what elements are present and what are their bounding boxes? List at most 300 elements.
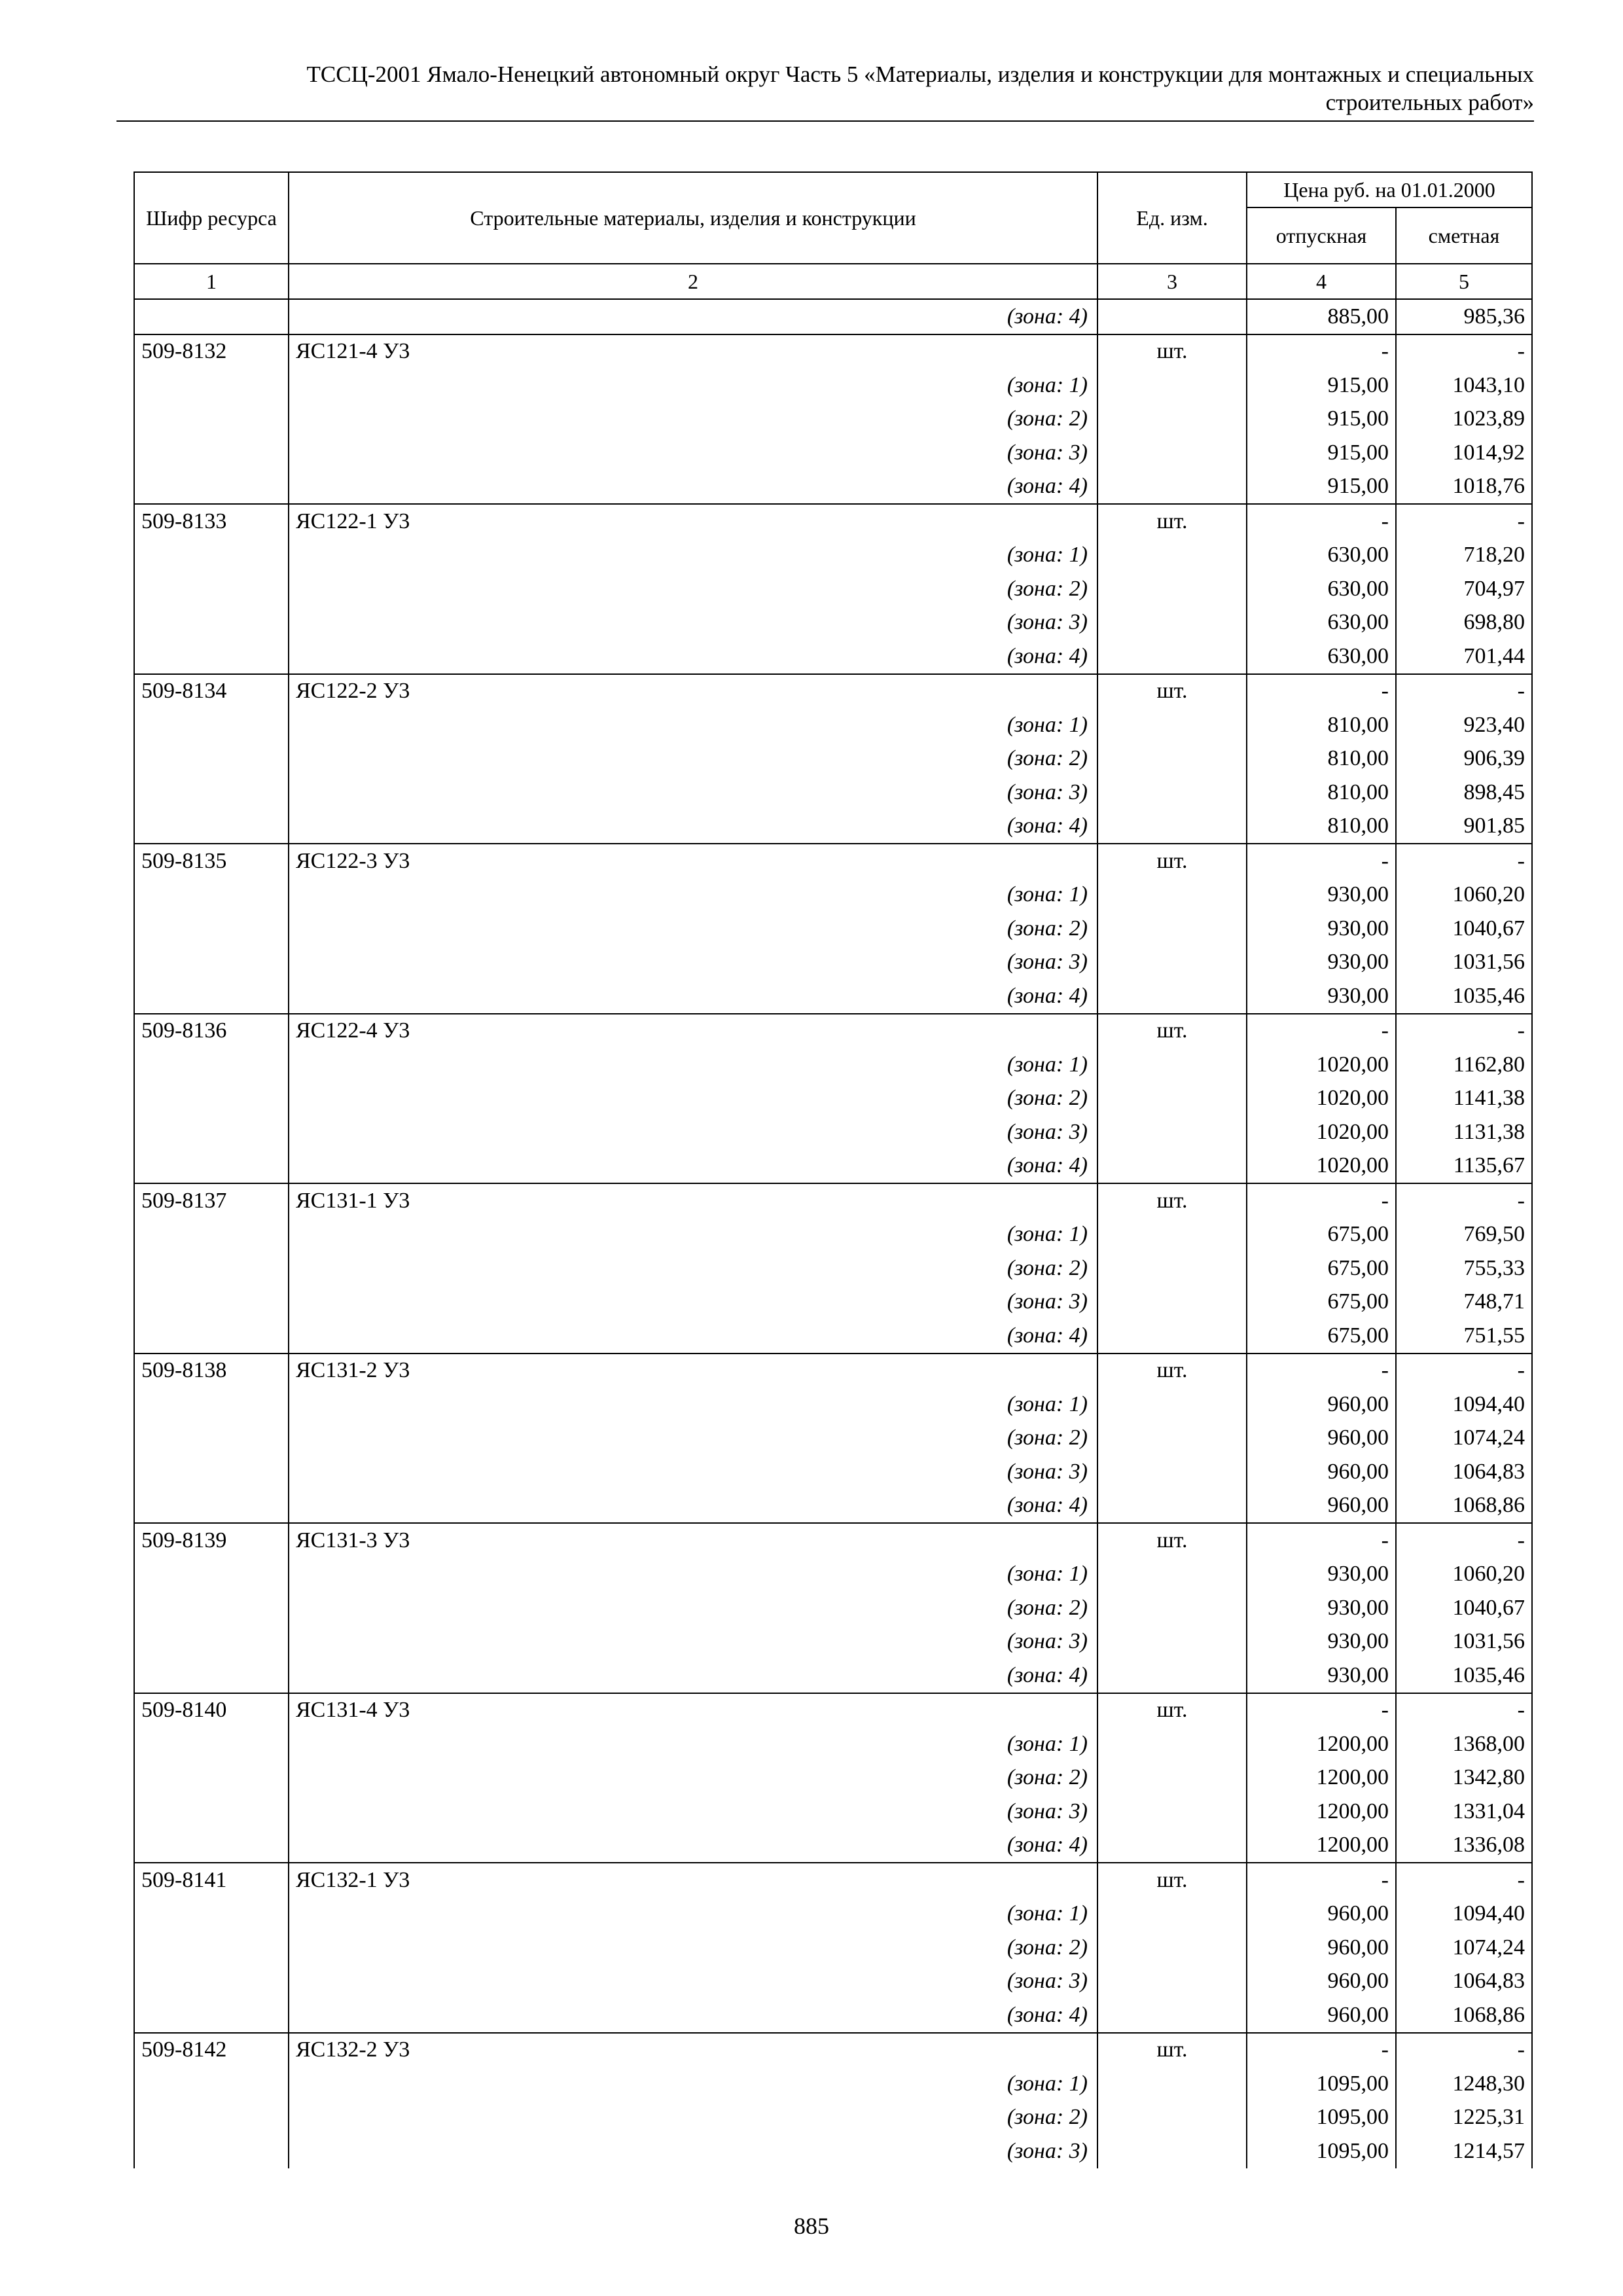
cell-estimate-price: 1141,38 — [1396, 1082, 1532, 1116]
cell-code — [134, 1489, 289, 1524]
cell-code — [134, 1998, 289, 2033]
cell-name: (зона: 2) — [289, 403, 1097, 437]
cell-estimate-price: 1040,67 — [1396, 1591, 1532, 1625]
cell-unit — [1097, 1455, 1247, 1489]
cell-unit — [1097, 1558, 1247, 1592]
cell-unit — [1097, 572, 1247, 606]
cell-unit — [1097, 1149, 1247, 1184]
cell-release-price: 1095,00 — [1247, 2067, 1396, 2101]
cell-estimate-price: 1135,67 — [1396, 1149, 1532, 1184]
cell-name: (зона: 2) — [289, 1082, 1097, 1116]
cell-code — [134, 1591, 289, 1625]
cell-unit — [1097, 606, 1247, 640]
table-row — [134, 1863, 1532, 1897]
cell-code — [134, 742, 289, 776]
cell-name: (зона: 3) — [289, 1965, 1097, 1999]
cell-name: (зона: 1) — [289, 1388, 1097, 1422]
table-row — [134, 470, 1532, 505]
cell-name: ЯС121-4 У3 — [289, 334, 1097, 369]
cell-unit — [1097, 1285, 1247, 1319]
cell-name: (зона: 4) — [289, 470, 1097, 505]
cell-estimate-price: 1131,38 — [1396, 1115, 1532, 1149]
cell-release-price: 885,00 — [1247, 299, 1396, 334]
cell-release-price: 960,00 — [1247, 1489, 1396, 1524]
cell-unit — [1097, 1489, 1247, 1524]
cell-estimate-price: 1068,86 — [1396, 1489, 1532, 1524]
cell-unit: шт. — [1097, 1354, 1247, 1388]
cell-code — [134, 1659, 289, 1693]
cell-name: (зона: 2) — [289, 1422, 1097, 1456]
cell-code — [134, 1149, 289, 1184]
cell-name: (зона: 4) — [289, 1998, 1097, 2033]
cell-code — [134, 368, 289, 403]
table-row — [134, 810, 1532, 844]
cell-unit — [1097, 639, 1247, 674]
cell-release-price: - — [1247, 504, 1396, 539]
column-number: 3 — [1097, 264, 1247, 299]
table-row — [134, 436, 1532, 470]
cell-name: (зона: 3) — [289, 1455, 1097, 1489]
table-row — [134, 334, 1532, 369]
cell-release-price: 1200,00 — [1247, 1727, 1396, 1761]
cell-estimate-price: 1214,57 — [1396, 2134, 1532, 2168]
cell-estimate-price: - — [1396, 504, 1532, 539]
cell-unit — [1097, 1218, 1247, 1252]
cell-code — [134, 810, 289, 844]
cell-code — [134, 1082, 289, 1116]
table-row — [134, 878, 1532, 912]
cell-release-price: 960,00 — [1247, 1388, 1396, 1422]
cell-name: (зона: 1) — [289, 2067, 1097, 2101]
table-row — [134, 1727, 1532, 1761]
table-row — [134, 1285, 1532, 1319]
cell-name: (зона: 1) — [289, 1727, 1097, 1761]
table-row — [134, 1761, 1532, 1795]
cell-release-price: 675,00 — [1247, 1218, 1396, 1252]
cell-code — [134, 1761, 289, 1795]
table-row — [134, 1455, 1532, 1489]
cell-name: (зона: 1) — [289, 1897, 1097, 1931]
cell-unit — [1097, 1625, 1247, 1659]
cell-release-price: 1020,00 — [1247, 1048, 1396, 1082]
table-row — [134, 1897, 1532, 1931]
cell-name: ЯС122-1 У3 — [289, 504, 1097, 539]
cell-name: (зона: 4) — [289, 1829, 1097, 1863]
cell-name: (зона: 2) — [289, 572, 1097, 606]
cell-unit — [1097, 436, 1247, 470]
table-row — [134, 1965, 1532, 1999]
cell-estimate-price: 1225,31 — [1396, 2101, 1532, 2135]
cell-release-price: 1200,00 — [1247, 1795, 1396, 1829]
cell-release-price: 915,00 — [1247, 368, 1396, 403]
cell-name: (зона: 2) — [289, 1251, 1097, 1285]
cell-unit — [1097, 878, 1247, 912]
cell-estimate-price: 985,36 — [1396, 299, 1532, 334]
cell-release-price: 960,00 — [1247, 1931, 1396, 1965]
cell-name: (зона: 1) — [289, 878, 1097, 912]
cell-code — [134, 1251, 289, 1285]
cell-release-price: 915,00 — [1247, 436, 1396, 470]
cell-release-price: 930,00 — [1247, 946, 1396, 980]
table-row — [134, 674, 1532, 709]
cell-code: 509-8140 — [134, 1693, 289, 1728]
cell-release-price: 1200,00 — [1247, 1829, 1396, 1863]
cell-release-price: 930,00 — [1247, 1591, 1396, 1625]
column-header-unit: Ед. изм. — [1097, 172, 1247, 264]
cell-name: (зона: 3) — [289, 776, 1097, 810]
table-row — [134, 1115, 1532, 1149]
page-number: 885 — [794, 2213, 829, 2239]
header-divider — [116, 120, 1534, 122]
cell-name: (зона: 1) — [289, 368, 1097, 403]
cell-code — [134, 1897, 289, 1931]
cell-code — [134, 1558, 289, 1592]
table-row — [134, 1829, 1532, 1863]
column-header-name: Строительные материалы, изделия и конструкции — [289, 172, 1097, 264]
cell-name: (зона: 3) — [289, 1285, 1097, 1319]
cell-name: ЯС122-3 У3 — [289, 844, 1097, 878]
cell-code — [134, 606, 289, 640]
table-row — [134, 979, 1532, 1014]
header-line-1: ТССЦ-2001 Ямало-Ненецкий автономный округ Часть 5 «Материалы, изделия и конструкции для монтажных и специальных — [306, 62, 1534, 87]
cell-unit — [1097, 1897, 1247, 1931]
cell-unit — [1097, 1591, 1247, 1625]
table-row — [134, 1998, 1532, 2033]
cell-estimate-price: 1074,24 — [1396, 1931, 1532, 1965]
cell-release-price: 810,00 — [1247, 810, 1396, 844]
column-number: 5 — [1396, 264, 1532, 299]
cell-unit: шт. — [1097, 334, 1247, 369]
cell-code: 509-8142 — [134, 2033, 289, 2068]
cell-name: (зона: 2) — [289, 1761, 1097, 1795]
cell-release-price: 1095,00 — [1247, 2134, 1396, 2168]
table-row — [134, 1251, 1532, 1285]
cell-release-price: 960,00 — [1247, 1422, 1396, 1456]
cell-code — [134, 1388, 289, 1422]
table-row — [134, 1659, 1532, 1693]
cell-release-price: 1020,00 — [1247, 1082, 1396, 1116]
cell-estimate-price: - — [1396, 1863, 1532, 1897]
cell-estimate-price: 704,97 — [1396, 572, 1532, 606]
cell-code — [134, 2067, 289, 2101]
cell-name: (зона: 4) — [289, 1149, 1097, 1184]
column-header-code: Шифр ресурса — [134, 172, 289, 264]
cell-code: 509-8136 — [134, 1014, 289, 1049]
cell-release-price: 915,00 — [1247, 403, 1396, 437]
column-header-price-group: Цена руб. на 01.01.2000 — [1247, 172, 1532, 207]
cell-code — [134, 1319, 289, 1354]
cell-name: (зона: 4) — [289, 979, 1097, 1014]
cell-release-price: 675,00 — [1247, 1285, 1396, 1319]
cell-unit — [1097, 403, 1247, 437]
cell-estimate-price: 718,20 — [1396, 539, 1532, 573]
cell-estimate-price: - — [1396, 1014, 1532, 1049]
cell-estimate-price: 769,50 — [1396, 1218, 1532, 1252]
cell-unit — [1097, 1115, 1247, 1149]
cell-estimate-price: 1035,46 — [1396, 1659, 1532, 1693]
cell-name: ЯС131-3 У3 — [289, 1523, 1097, 1558]
cell-estimate-price: 1060,20 — [1396, 1558, 1532, 1592]
cell-estimate-price: 1162,80 — [1396, 1048, 1532, 1082]
table-row — [134, 844, 1532, 878]
table-row — [134, 1795, 1532, 1829]
cell-code — [134, 639, 289, 674]
cell-release-price: 930,00 — [1247, 1659, 1396, 1693]
cell-name: (зона: 3) — [289, 1115, 1097, 1149]
cell-release-price: 960,00 — [1247, 1998, 1396, 2033]
cell-name: (зона: 1) — [289, 539, 1097, 573]
cell-estimate-price: 1342,80 — [1396, 1761, 1532, 1795]
table-row — [134, 539, 1532, 573]
cell-name: (зона: 4) — [289, 1659, 1097, 1693]
cell-unit — [1097, 1659, 1247, 1693]
cell-code — [134, 1048, 289, 1082]
cell-release-price: 1095,00 — [1247, 2101, 1396, 2135]
cell-estimate-price: 901,85 — [1396, 810, 1532, 844]
cell-name: (зона: 2) — [289, 1931, 1097, 1965]
cell-code: 509-8132 — [134, 334, 289, 369]
cell-code — [134, 2134, 289, 2168]
cell-name: (зона: 2) — [289, 912, 1097, 946]
cell-release-price: 1200,00 — [1247, 1761, 1396, 1795]
table-row — [134, 299, 1532, 334]
cell-code: 509-8135 — [134, 844, 289, 878]
cell-code — [134, 2101, 289, 2135]
cell-release-price: 960,00 — [1247, 1455, 1396, 1489]
table-row — [134, 2033, 1532, 2068]
cell-release-price: 1020,00 — [1247, 1115, 1396, 1149]
cell-unit: шт. — [1097, 1523, 1247, 1558]
price-table — [134, 171, 1533, 2168]
cell-release-price: - — [1247, 1354, 1396, 1388]
cell-release-price: - — [1247, 1523, 1396, 1558]
table-row — [134, 1082, 1532, 1116]
cell-code — [134, 979, 289, 1014]
cell-unit: шт. — [1097, 674, 1247, 709]
table-row — [134, 504, 1532, 539]
table-row — [134, 1354, 1532, 1388]
cell-unit: шт. — [1097, 1183, 1247, 1218]
table-row — [134, 1558, 1532, 1592]
table-body — [134, 299, 1532, 2168]
table-row — [134, 2134, 1532, 2168]
cell-name: (зона: 3) — [289, 2134, 1097, 2168]
cell-estimate-price: 1094,40 — [1396, 1388, 1532, 1422]
cell-unit — [1097, 979, 1247, 1014]
cell-estimate-price: - — [1396, 334, 1532, 369]
column-header-release-price: отпускная — [1247, 207, 1396, 264]
cell-unit — [1097, 810, 1247, 844]
cell-estimate-price: 1031,56 — [1396, 946, 1532, 980]
cell-code — [134, 1931, 289, 1965]
table-row — [134, 708, 1532, 742]
cell-name: (зона: 3) — [289, 1795, 1097, 1829]
cell-unit — [1097, 912, 1247, 946]
cell-unit — [1097, 708, 1247, 742]
table-row — [134, 1422, 1532, 1456]
cell-code — [134, 403, 289, 437]
cell-release-price: 915,00 — [1247, 470, 1396, 505]
cell-estimate-price: 748,71 — [1396, 1285, 1532, 1319]
cell-unit: шт. — [1097, 1014, 1247, 1049]
cell-unit — [1097, 1422, 1247, 1456]
cell-unit — [1097, 742, 1247, 776]
cell-release-price: 675,00 — [1247, 1319, 1396, 1354]
table-row — [134, 776, 1532, 810]
cell-unit — [1097, 1388, 1247, 1422]
table-row — [134, 606, 1532, 640]
cell-release-price: 930,00 — [1247, 912, 1396, 946]
cell-name: (зона: 3) — [289, 606, 1097, 640]
cell-release-price: 810,00 — [1247, 708, 1396, 742]
table-row — [134, 1014, 1532, 1049]
cell-estimate-price: 1368,00 — [1396, 1727, 1532, 1761]
cell-name: (зона: 4) — [289, 810, 1097, 844]
cell-name: (зона: 2) — [289, 742, 1097, 776]
cell-estimate-price: 1035,46 — [1396, 979, 1532, 1014]
table-row — [134, 368, 1532, 403]
cell-release-price: - — [1247, 334, 1396, 369]
cell-code — [134, 572, 289, 606]
cell-name: (зона: 3) — [289, 1625, 1097, 1659]
table-row — [134, 1693, 1532, 1728]
cell-unit — [1097, 1998, 1247, 2033]
header-line-2: строительных работ» — [1325, 90, 1534, 115]
cell-unit: шт. — [1097, 844, 1247, 878]
table-row — [134, 742, 1532, 776]
cell-code — [134, 1422, 289, 1456]
cell-estimate-price: 1331,04 — [1396, 1795, 1532, 1829]
column-number: 2 — [289, 264, 1097, 299]
cell-estimate-price: 755,33 — [1396, 1251, 1532, 1285]
cell-unit — [1097, 539, 1247, 573]
cell-code — [134, 436, 289, 470]
table-row — [134, 946, 1532, 980]
cell-unit — [1097, 470, 1247, 505]
cell-estimate-price: 1336,08 — [1396, 1829, 1532, 1863]
table-row — [134, 1218, 1532, 1252]
cell-estimate-price: 1074,24 — [1396, 1422, 1532, 1456]
cell-unit: шт. — [1097, 1693, 1247, 1728]
cell-unit — [1097, 1727, 1247, 1761]
cell-code — [134, 1829, 289, 1863]
cell-unit — [1097, 368, 1247, 403]
cell-name: (зона: 3) — [289, 436, 1097, 470]
cell-code — [134, 946, 289, 980]
cell-release-price: 930,00 — [1247, 878, 1396, 912]
cell-code — [134, 539, 289, 573]
cell-name: (зона: 1) — [289, 708, 1097, 742]
cell-estimate-price: 1068,86 — [1396, 1998, 1532, 2033]
cell-name: ЯС131-1 У3 — [289, 1183, 1097, 1218]
cell-name: (зона: 2) — [289, 2101, 1097, 2135]
cell-release-price: 675,00 — [1247, 1251, 1396, 1285]
cell-estimate-price: 906,39 — [1396, 742, 1532, 776]
cell-release-price: 810,00 — [1247, 776, 1396, 810]
cell-name: (зона: 1) — [289, 1048, 1097, 1082]
cell-unit — [1097, 776, 1247, 810]
cell-unit — [1097, 299, 1247, 334]
table-row — [134, 1625, 1532, 1659]
cell-release-price: 960,00 — [1247, 1965, 1396, 1999]
cell-estimate-price: 1018,76 — [1396, 470, 1532, 505]
cell-code — [134, 912, 289, 946]
cell-code — [134, 878, 289, 912]
cell-code — [134, 1115, 289, 1149]
cell-code — [134, 708, 289, 742]
cell-estimate-price: 751,55 — [1396, 1319, 1532, 1354]
cell-name: ЯС122-2 У3 — [289, 674, 1097, 709]
cell-unit — [1097, 1761, 1247, 1795]
cell-code: 509-8138 — [134, 1354, 289, 1388]
cell-name: ЯС132-2 У3 — [289, 2033, 1097, 2068]
cell-estimate-price: 1094,40 — [1396, 1897, 1532, 1931]
cell-release-price: 930,00 — [1247, 1558, 1396, 1592]
cell-code — [134, 470, 289, 505]
cell-estimate-price: - — [1396, 1183, 1532, 1218]
table-row — [134, 1149, 1532, 1184]
cell-estimate-price: - — [1396, 674, 1532, 709]
cell-name: (зона: 4) — [289, 1319, 1097, 1354]
cell-estimate-price: 923,40 — [1396, 708, 1532, 742]
cell-code: 509-8137 — [134, 1183, 289, 1218]
table-row — [134, 1489, 1532, 1524]
cell-estimate-price: 1014,92 — [1396, 436, 1532, 470]
cell-release-price: 930,00 — [1247, 979, 1396, 1014]
cell-estimate-price: 1031,56 — [1396, 1625, 1532, 1659]
cell-estimate-price: - — [1396, 1523, 1532, 1558]
cell-release-price: - — [1247, 674, 1396, 709]
cell-release-price: - — [1247, 844, 1396, 878]
cell-name: (зона: 2) — [289, 1591, 1097, 1625]
cell-unit — [1097, 2101, 1247, 2135]
cell-release-price: - — [1247, 1693, 1396, 1728]
cell-release-price: - — [1247, 1863, 1396, 1897]
cell-estimate-price: 898,45 — [1396, 776, 1532, 810]
cell-name: (зона: 4) — [289, 639, 1097, 674]
cell-code: 509-8139 — [134, 1523, 289, 1558]
cell-unit: шт. — [1097, 2033, 1247, 2068]
cell-estimate-price: 1040,67 — [1396, 912, 1532, 946]
cell-estimate-price: 1060,20 — [1396, 878, 1532, 912]
cell-code: 509-8141 — [134, 1863, 289, 1897]
cell-release-price: 930,00 — [1247, 1625, 1396, 1659]
cell-estimate-price: 698,80 — [1396, 606, 1532, 640]
cell-estimate-price: 1064,83 — [1396, 1455, 1532, 1489]
cell-estimate-price: 1064,83 — [1396, 1965, 1532, 1999]
column-number: 4 — [1247, 264, 1396, 299]
table-row — [134, 572, 1532, 606]
cell-release-price: 1020,00 — [1247, 1149, 1396, 1184]
cell-release-price: - — [1247, 1014, 1396, 1049]
table-row — [134, 1523, 1532, 1558]
cell-estimate-price: 1248,30 — [1396, 2067, 1532, 2101]
cell-name: ЯС132-1 У3 — [289, 1863, 1097, 1897]
cell-unit: шт. — [1097, 504, 1247, 539]
cell-code — [134, 1625, 289, 1659]
table-row — [134, 403, 1532, 437]
cell-name: (зона: 1) — [289, 1218, 1097, 1252]
cell-release-price: 630,00 — [1247, 572, 1396, 606]
cell-estimate-price: 1023,89 — [1396, 403, 1532, 437]
cell-name: ЯС122-4 У3 — [289, 1014, 1097, 1049]
cell-release-price: 960,00 — [1247, 1897, 1396, 1931]
cell-release-price: 810,00 — [1247, 742, 1396, 776]
cell-name: (зона: 1) — [289, 1558, 1097, 1592]
column-number: 1 — [134, 264, 289, 299]
cell-release-price: - — [1247, 2033, 1396, 2068]
cell-code — [134, 1285, 289, 1319]
